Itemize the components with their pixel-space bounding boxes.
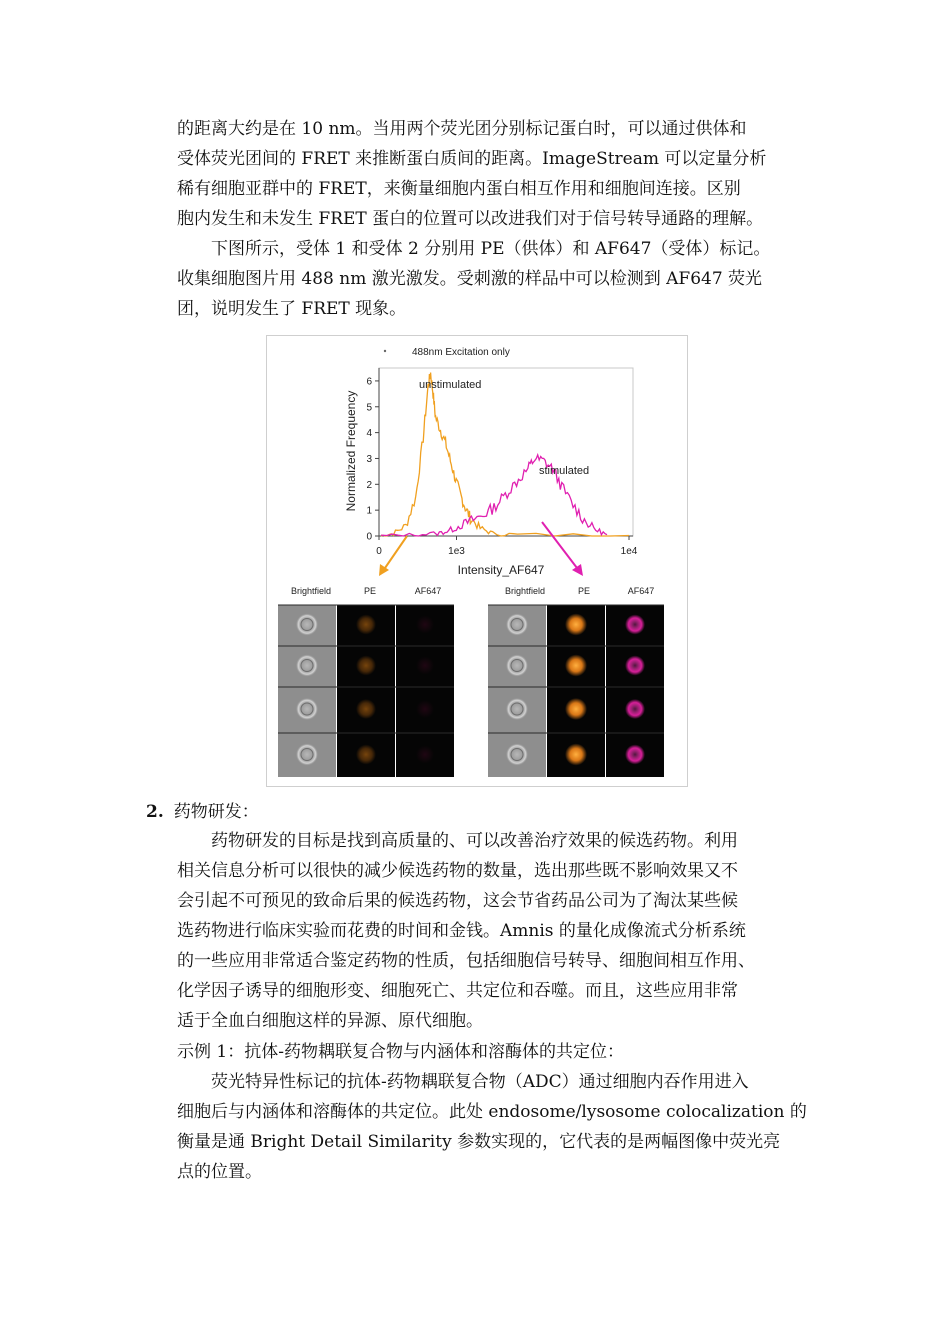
y-tick-label: 5 [366, 402, 372, 414]
arrow-stimulated-icon [542, 522, 577, 568]
x-tick-group [376, 536, 638, 557]
y-tick-label: 0 [366, 531, 372, 543]
pe-cell [565, 655, 587, 677]
series-label-stimulated: stimulated [539, 465, 590, 477]
af647-cell [416, 700, 434, 718]
text-line: 收集细胞图片用 488 nm 激光激发。受刺激的样品中可以检测到 AF647 荧光 [177, 269, 763, 289]
pe-cell [356, 699, 376, 719]
x-tick-label: 0 [376, 546, 382, 557]
y-tick-label: 3 [366, 453, 372, 465]
brightfield-cell [506, 655, 528, 677]
text-line: 示例 1：抗体-药物耦联复合物与内涵体和溶酶体的共定位： [177, 1042, 624, 1062]
right-col-pe: PE [577, 586, 591, 596]
right-col-brightfield: Brightfield [504, 586, 546, 596]
text-line: 的一些应用非常适合鉴定药物的性质，包括细胞信号转导、细胞间相互作用、 [177, 951, 755, 971]
series-label-unstimulated: unstimulated [419, 379, 482, 391]
brightfield-cell [296, 655, 318, 677]
text-line: 相关信息分析可以很快的减少候选药物的数量，选出那些既不影响效果又不 [177, 861, 738, 881]
section-number: 2. [146, 802, 164, 822]
paragraph-adc-colocalization [177, 1067, 817, 1187]
left-col-brightfield: Brightfield [290, 586, 332, 596]
text-line: 稀有细胞亚群中的 FRET，来衡量细胞内蛋白相互作用和细胞间连接。区别 [177, 179, 741, 199]
x-tick-label: 1e4 [620, 546, 638, 557]
x-axis-label: Intensity_AF647 [457, 563, 545, 577]
text-line: 衡量是通 Bright Detail Similarity 参数实现的，它代表的是两幅图像中荧光亮 [177, 1132, 781, 1152]
text-line: 荧光特异性标记的抗体-药物耦联复合物（ADC）通过细胞内吞作用进入 [211, 1072, 749, 1092]
af647-cell [625, 745, 645, 765]
text-line: 胞内发生和未发生 FRET 蛋白的位置可以改进我们对于信号转导通路的理解。 [177, 209, 764, 229]
plot-frame [379, 368, 633, 536]
y-tick-label: 4 [366, 428, 372, 440]
fret-figure-svg [267, 336, 687, 786]
brightfield-cell [296, 744, 318, 766]
text-line: 适于全血白细胞这样的异源、原代细胞。 [177, 1011, 483, 1031]
chart-legend: 488nm Excitation only [412, 347, 510, 358]
brightfield-cell [296, 614, 318, 636]
fret-figure [266, 335, 688, 787]
y-tick-label: 1 [366, 505, 372, 517]
y-tick-label: 2 [366, 479, 372, 491]
brightfield-cell [506, 614, 528, 636]
pe-cell [356, 656, 376, 676]
arrowhead-stimulated-icon [572, 564, 583, 576]
pe-cell [356, 745, 376, 765]
left-col-pe: PE [363, 586, 377, 596]
af647-cell [625, 615, 645, 635]
arrow-unstimulated-icon [385, 536, 407, 568]
pe-cell [565, 614, 587, 636]
af647-cell [416, 657, 434, 675]
text-line: 化学因子诱导的细胞形变、细胞死亡、共定位和吞噬。而且，这些应用非常 [177, 981, 738, 1001]
pe-cell [565, 744, 587, 766]
paragraph-drug-discovery [177, 826, 817, 1036]
af647-cell [625, 699, 645, 719]
series-line-unstimulated [381, 373, 629, 536]
pe-cell [356, 615, 376, 635]
paragraph-fret-intro [177, 114, 817, 234]
text-line: 点的位置。 [177, 1162, 262, 1182]
text-line: 选药物进行临床实验而花费的时间和金钱。Amnis 的量化成像流式分析系统 [177, 921, 746, 941]
text-line: 会引起不可预见的致命后果的候选药物，这会节省药品公司为了淘汰某些候 [177, 891, 738, 911]
af647-cell [416, 616, 434, 634]
text-line: 的距离大约是在 10 nm。当用两个荧光团分别标记蛋白时，可以通过供体和 [177, 119, 747, 139]
af647-cell [625, 656, 645, 676]
brightfield-cell [506, 698, 528, 720]
example-1-title [177, 1037, 817, 1067]
text-line: 药物研发的目标是找到高质量的、可以改善治疗效果的候选药物。利用 [211, 831, 738, 851]
brightfield-cell [506, 744, 528, 766]
text-line: 受体荧光团间的 FRET 来推断蛋白质间的距离。ImageStream 可以定量分析 [177, 149, 767, 169]
right-col-af647: AF647 [627, 586, 655, 596]
legend-marker-icon [384, 350, 386, 352]
x-tick-label: 1e3 [448, 546, 465, 557]
text-line: 团，说明发生了 FRET 现象。 [177, 299, 407, 319]
af647-cell [416, 746, 434, 764]
paragraph-figure-description [177, 234, 817, 324]
section-title: 药物研发： [173, 802, 259, 822]
brightfield-cell [296, 698, 318, 720]
pe-cell [565, 698, 587, 720]
section-2-heading [146, 797, 259, 827]
text-line: 细胞后与内涵体和溶酶体的共定位。此处 endosome/lysosome colocalization 的 [177, 1102, 807, 1122]
cell-image-grid [278, 605, 664, 777]
y-tick-group [366, 376, 379, 542]
left-col-af647: AF647 [414, 586, 442, 596]
y-axis-label: Normalized Frequency [344, 390, 358, 512]
text-line: 下图所示，受体 1 和受体 2 分别用 PE（供体）和 AF647（受体）标记。 [211, 239, 771, 259]
y-tick-label: 6 [366, 376, 372, 388]
